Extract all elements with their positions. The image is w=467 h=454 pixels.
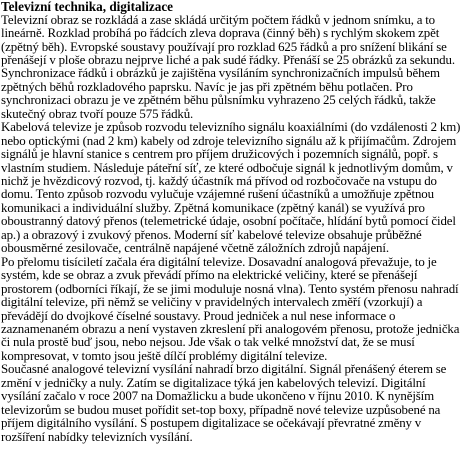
paragraph-cable-television: Kabelová televize je způsob rozvodu televizního signálu koaxiálními (do vzdálenosti 2 km) nebo optickými (nad 2 km) kabely od zdroje televizního signálu až k přijímačům. Zdrojem signálů je hlavní stanice s centrem pro příjem družicových i pozemních signálů, popř. s vlastním studiem. Následuje páteřní síť, ze které odbočuje signál k jednotlivým domům, v nichž je hvězdicový rozvod, tj. každý účastník má přívod od rozbočovače na vstupu do domu. Tento způsob rozvodu vylučuje vzájemné rušení účastníků a umožňuje zpětnou komunikaci a individuální služby. Zpětná komunikace (zpětný kanál) se využívá pro oboustranný datový přenos (telemetrické údaje, osobní počítače, hlídání bytů pomocí čidel ap.) a obrazový i zvukový přenos. Moderní síť kabelové televize obsahuje průběžné obousměrné zesilovače, centrálně napájené včetně záložních zdrojů napájení. (1, 120, 461, 256)
paragraph-television-scanning: Televizní obraz se rozkládá a zase skládá určitým počtem řádků v jednom snímku, a to lineárně. Rozklad probíhá po řádcích zleva doprava (činný běh) s rychlým skokem zpět (zpětný běh). Evropské soustavy používají pro rozklad 625 řádků a pro snížení blikání se přenášejí v ploše obrazu nejprve liché a pak sudé řádky. Přenáší se 25 obrázků za sekundu. Synchronizace řádků i obrázků je zajištěna vysíláním synchronizačních impulsů během zpětných běhů rozkladového paprsku. Navíc je jas při zpětném běhu potlačen. Pro synchronizaci obrazu je ve zpětném běhu půlsnímku vyhrazeno 25 celých řádků, takže skutečný obraz tvoří pouze 575 řádků. (1, 12, 455, 121)
paragraph-digital-television-era: Po přelomu tisíciletí začala éra digitální televize. Dosavadní analogová převažuje, to je systém, kde se obraz a zvuk převádí přímo na elektrické veličiny, které se přenášejí prostorem (odborníci říkají, že se jimi moduluje nosná vlna). Tento systém přenosu nahradí digitální televize, při němž se veličiny v pravidelných intervalech změří (vzorkují) a převádějí do dvojkové číselné soustavy. Proud jedniček a nul nese informace o zaznamenaném obrazu a není vystaven zkreslení při analogovém přenosu, protože jednička či nula prostě buď jsou, nebo nejsou. Jde však o tak velké množství dat, že se musí kompresovat, v tomto jsou ještě dílčí problémy digitální televize. (1, 254, 460, 363)
document-title: Televizní technika, digitalizace (1, 0, 174, 14)
paragraph-digital-broadcasting: Současné analogové televizní vysílání nahradí brzo digitální. Signál přenášený éterem se změní v jedničky a nuly. Zatím se digitalizace týká jen kabelových televizí. Digitální vysílání začalo v roce 2007 na Domažlicku a bude ukončeno v říjnu 2010. K nynějším televizorům se budou muset pořídit set-top boxy, případně nové televize uzpůsobené na příjem digitálního vysílání. S postupem digitalizace se očekávají převratné změny v rozšíření nabídky televizních vysílání. (1, 362, 447, 444)
